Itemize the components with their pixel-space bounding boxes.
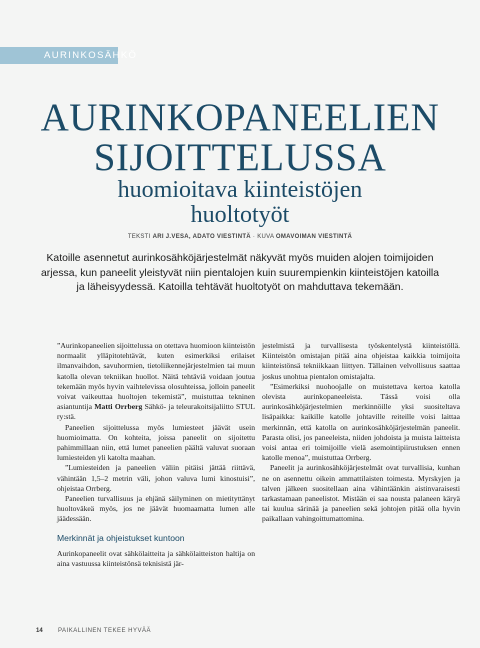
body-paragraph: Paneelien turvallisuus ja ehjänä säilyminen on mietityttänyt huoltoväkeä myös, jos ne jäävät huomaamatta lumen alle jäädessään. <box>57 494 255 524</box>
image-credit-author: OMAVOIMAN VIESTINTÄ <box>275 234 353 240</box>
body-paragraph: Paneelien sijoittelussa myös lumiesteet jäävät usein huomioimatta. On kohteita, joissa paneelit on sijoitettu pahimmillaan niin, että lumet paneelien päältä valuvat suoraan lumiesteiden yli katolta maahan. <box>57 422 255 463</box>
body-paragraph: jestelmistä ja turvallisesta työskentelystä kiinteistöllä. Kiinteistön omistajan pitää aina ohjeistaa kaikkia toimijoita kiinteistönsä tekniikkaan liittyen. Tällainen velvollisuus saattaa joskus unohtua pientalon omistajalta. <box>262 341 460 381</box>
text-credit-author: ARI J.VESA, ADATO VIESTINTÄ <box>152 234 251 240</box>
article-title <box>18 98 462 178</box>
section-tag: AURINKOSÄHKÖ <box>0 47 118 64</box>
body-text: ”Aurinkopaneelien sijoittelussa on otettava huomioon kiinteistön normaalit ylläpitotehtävät, kuten esimerkiksi erilaiset ilmanvaihdon, savuhormien, tietoliikennejärjestelmien tai muun katolla olevan tekniikan huollot. Näitä tehtäviä voidaan joutua tekemään myös hyvin vaihtelevissa olosuhteissa, jolloin paneelit voivat vaikeuttaa huoltojen tekemistä”, muistuttaa tekninen asiantuntija <box>57 341 255 412</box>
magazine-name: PAIKALLINEN TEKEE HYVÄÄ <box>58 628 151 634</box>
subtitle-line-1: huomioitava kiinteistöjen <box>117 177 363 203</box>
title-line-2: SIJOITTELUSSA <box>93 136 387 179</box>
article-subtitle <box>18 178 462 228</box>
body-paragraph: Paneelit ja aurinkosähköjärjestelmät ovat turvallisia, kunhan ne on asennettu oikein ammattilaisten toimesta. Myrskyjen ja talven jälkeen suositellaan aina vähintäänkin aistinvaraisesti tarkastamaan paneelistot. Mistään ei saa nousta palaneen käryä tai kuulua särinää ja paneelien sekä johtojen pitää olla hyvin paikallaan vahingoittumattomina. <box>262 463 460 524</box>
expert-name: Matti Orrberg <box>94 402 143 412</box>
body-column-right <box>262 341 460 525</box>
text-credit-label: TEKSTI <box>127 234 151 240</box>
byline <box>20 234 460 240</box>
body-paragraph: ”Esimerkiksi nuohoojalle on muistettava kertoa katolla olevista aurinkopaneeleista. Tässä voisi olla aurinkosähköjärjestelmien merkinnöille yksi suositeltava lisäpaikka: kaikille katolle johtaville reiteille voisi laittaa merkinnän, että katolla on aurinkosähköjärjestelmän paneelit. Parasta olisi, jos paneeleista, niiden johdoista ja muista laitteista voisi antaa eri toimijoille vielä asemointipiirustuksen ennen katolle menoa”, muistuttaa Orrberg. <box>262 381 460 463</box>
body-paragraph <box>57 341 255 423</box>
page-number: 14 <box>36 628 43 634</box>
credit-separator: · <box>252 234 256 240</box>
title-line-1: AURINKOPANEELIEN <box>40 96 440 139</box>
lead-paragraph: Katoille asennetut aurinkosähköjärjestelmät näkyvät myös muiden alojen toimijoiden arjessa, kun paneelit yleistyvät niin pientalojen kuin suurempienkin kiinteistöjen katoilla ja läheisyydessä. Katoilla tehtävät huoltotyöt on mahduttava tekemään. <box>41 253 439 294</box>
subtitle-line-2: huoltotyöt <box>190 202 290 228</box>
body-paragraph: Aurinkopaneelit ovat sähkölaitteita ja sähkölaitteiston haltija on aina vastuussa kiinteistönsä teknisistä jär- <box>57 548 255 569</box>
image-credit-label: KUVA <box>257 234 274 240</box>
body-column-left <box>57 341 255 569</box>
body-text: Sähkö- ja teleurakoitsijaliitto STUL ry:stä. <box>57 402 255 422</box>
body-paragraph: ”Lumiesteiden ja paneelien väliin pitäisi jättää riittävä, vähintään 1,5–2 metrin väli, johon valuva lumi kinostuisi”, ohjeistaa Orrberg. <box>57 463 255 493</box>
section-subheading: Merkinnät ja ohjeistukset kuntoon <box>57 532 185 543</box>
